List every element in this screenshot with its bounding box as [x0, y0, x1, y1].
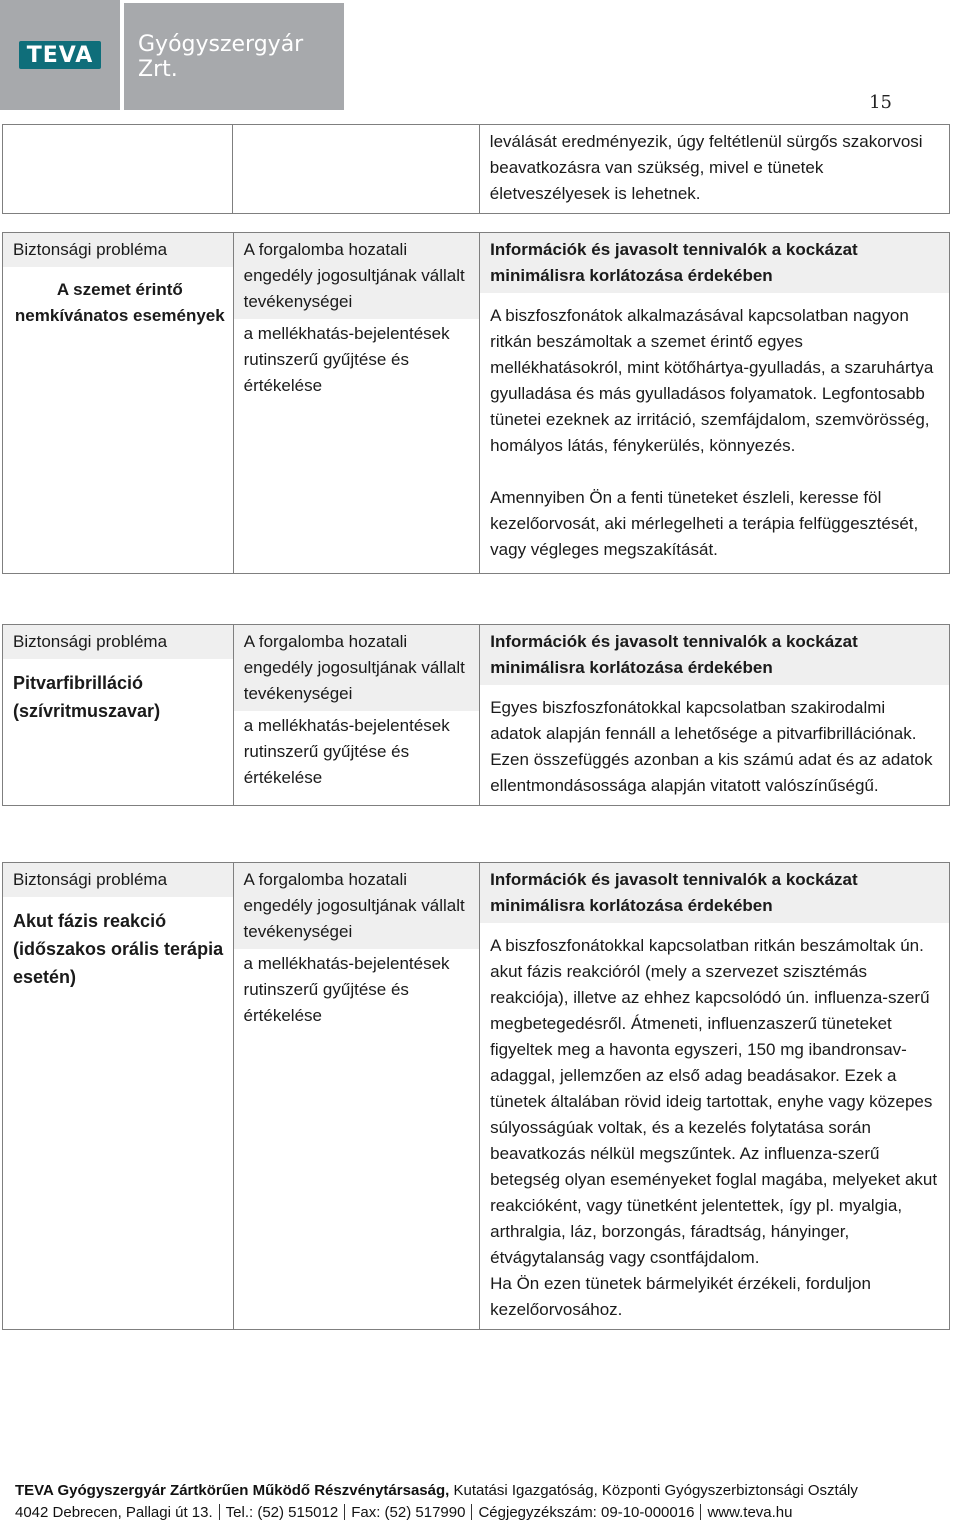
info-paragraph: Amennyiben Ön a fenti tüneteket észleli, keresse föl kezelőorvosát, aki mérlegelheti a terápia felfüggesztését, vagy végleges megszakítását. [490, 488, 919, 559]
activities-heading: A forgalomba hozatali engedély jogosultjának vállalt tevékenységei [234, 863, 480, 949]
empty-cell [3, 125, 233, 214]
problem-name: Pitvarfibrilláció (szívritmuszavar) [13, 673, 161, 721]
info-cell [480, 863, 950, 1330]
info-body [480, 685, 949, 805]
problem-heading: Biztonsági probléma [3, 625, 233, 659]
footer-registration: Cégjegyzékszám: 09-10-000016 [478, 1504, 695, 1521]
problem-heading: Biztonsági probléma [3, 233, 233, 267]
problem-name: Akut fázis reakció (időszakos orális terápia esetén) [13, 911, 224, 987]
company-name: Gyógyszergyár Zrt. [138, 31, 304, 82]
activities-cell [233, 863, 480, 1330]
info-heading: Információk és javasolt tennivalók a kockázat minimálisra korlátozása érdekében [480, 233, 949, 293]
company-banner [124, 3, 344, 110]
footer-separator [219, 1504, 220, 1520]
footer-fax: Fax: (52) 517990 [351, 1504, 466, 1521]
problem-cell [3, 863, 234, 1330]
footer-separator [471, 1504, 472, 1520]
info-heading: Információk és javasolt tennivalók a kockázat minimálisra korlátozása érdekében [480, 625, 949, 685]
info-body [480, 923, 949, 1329]
teva-logo [0, 0, 120, 110]
activities-cell [233, 233, 480, 574]
footer [15, 1480, 960, 1524]
footer-company-bold: TEVA Gyógyszergyár Zártkörűen Működő Részvénytársaság, [15, 1482, 450, 1499]
footer-company-rest: Kutatási Igazgatóság, Központi Gyógyszerbiztonsági Osztály [449, 1482, 858, 1499]
continuation-table [2, 124, 950, 214]
problem-name: A szemet érintő nemkívánatos események [14, 280, 225, 325]
safety-table-afib [2, 624, 950, 806]
info-cell [480, 233, 950, 574]
problem-heading: Biztonsági probléma [3, 863, 233, 897]
safety-table-acute-phase [2, 862, 950, 1330]
page-number: 15 [869, 92, 892, 113]
info-paragraph: Ha Ön ezen tünetek bármelyikét érzékeli, forduljon kezelőorvosához. [490, 1274, 871, 1319]
problem-cell [3, 625, 234, 806]
footer-company-line [15, 1480, 960, 1502]
info-paragraph: Egyes biszfoszfonátokkal kapcsolatban szakirodalmi adatok alapján fennáll a lehetősége a pitvarfibrillációnak. Ezen összefüggés azonban a kis számú adat és az adatok ellentmondásossága alapján vitatott valószínűségű. [490, 698, 933, 795]
info-paragraph: A biszfoszfonátok alkalmazásával kapcsolatban nagyon ritkán beszámoltak a szemet érintő egyes mellékhatásokról, mint kötőhártya-gyulladás, a szaruhártya gyulladása és más gyulladásos folyamatok. Legfontosabb tünetei ezeknek az irritáció, szemfájdalom, szemvörösség, homályos látás, fénykerülés, könnyezés. [490, 306, 934, 455]
info-paragraph: A biszfoszfonátokkal kapcsolatban ritkán beszámoltak ún. akut fázis reakcióról (mely a szervezet szisztémás reakciója), illetve az ehhez kapcsolódó ún. influenza-szerű megbetegedésről. Átmeneti, influenzaszerű tüneteket figyeltek meg a havonta egyszeri, 150 mg ibandronsav-adaggal, jellemzően az első adag beadásakor. Ezek a tünetek általában rövid ideig tartottak, enyhe vagy közepes súlyosságúak voltak, és a kezelés folytatása során beavatkozás nélkül megszűntek. Az influenza-szerű betegség olyan eseményeket foglal magába, melyeket akut reakcióként, vagy tünetként jelentettek, így pl. myalgia, arthralgia, láz, borzongás, fáradtság, hányinger, étvágytalanság vagy csontfájdalom. [490, 936, 938, 1267]
info-cell [480, 625, 950, 806]
problem-cell [3, 233, 234, 574]
info-body [480, 293, 949, 573]
empty-cell [233, 125, 479, 214]
continuation-text: leválását eredményezik, úgy feltétlenül sürgős szakorvosi beavatkozásra van szükség, mivel e tünetek életveszélyesek is lehetnek. [489, 132, 923, 203]
activities-text: a mellékhatás-bejelentések rutinszerű gyűjtése és értékelése [243, 954, 450, 1025]
footer-separator [700, 1504, 701, 1520]
safety-table-eye [2, 232, 950, 574]
activities-cell [233, 625, 480, 806]
footer-address: 4042 Debrecen, Pallagi út 13. [15, 1504, 213, 1521]
activities-text: a mellékhatás-bejelentések rutinszerű gyűjtése és értékelése [243, 716, 450, 787]
footer-separator [344, 1504, 345, 1520]
activities-text: a mellékhatás-bejelentések rutinszerű gyűjtése és értékelése [243, 324, 450, 395]
activities-heading: A forgalomba hozatali engedély jogosultjának vállalt tevékenységei [234, 625, 480, 711]
teva-logo-mark: TEVA [19, 41, 101, 69]
activities-heading: A forgalomba hozatali engedély jogosultjának vállalt tevékenységei [234, 233, 480, 319]
footer-website-link[interactable]: www.teva.hu [707, 1504, 793, 1521]
info-heading: Információk és javasolt tennivalók a kockázat minimálisra korlátozása érdekében [480, 863, 949, 923]
footer-tel: Tel.: (52) 515012 [225, 1504, 339, 1521]
footer-contact-line [15, 1502, 960, 1524]
continuation-cell [479, 125, 949, 214]
